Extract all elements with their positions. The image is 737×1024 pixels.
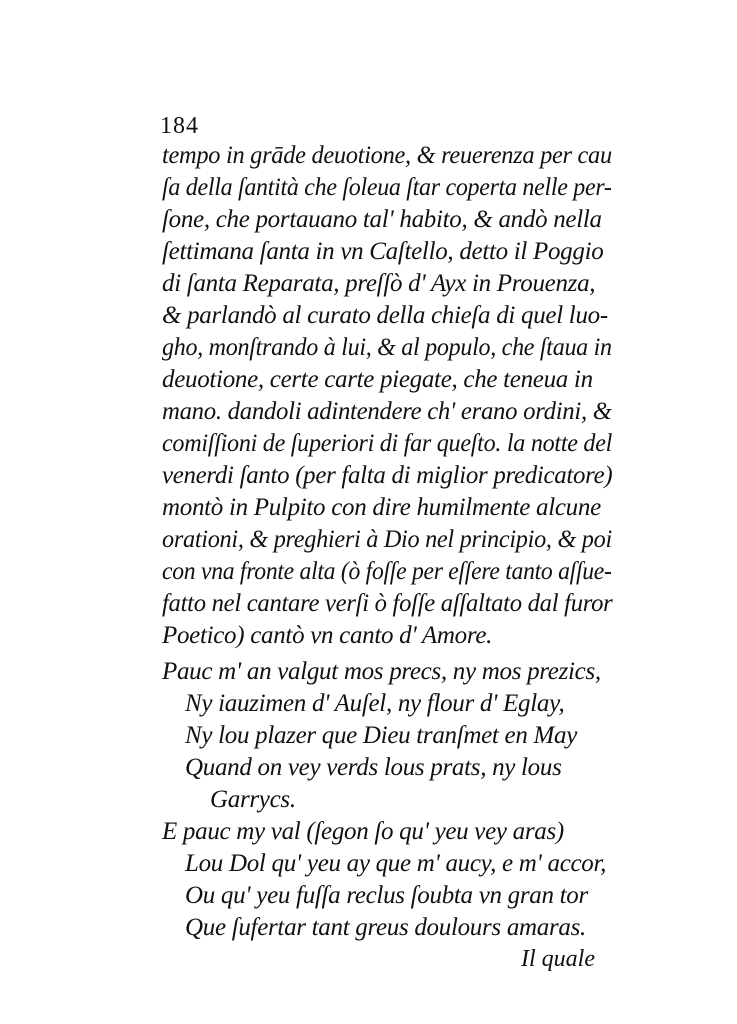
prose-line: deuotione, certe carte piegate, che teneua in [162, 366, 593, 393]
verse-line: Quand on vey verds lous prats, ny lous [185, 754, 562, 781]
prose-line: ſettimana ſanta in vn Caſtello, detto il Poggio [162, 238, 604, 265]
verse-line: Ny iauzimen d' Auſel, ny flour d' Eglay, [185, 690, 565, 717]
prose-line: ſone, che portauano tal' habito, & andò nella [162, 206, 602, 233]
prose-line: tempo in grāde deuotione, & reuerenza per cau [162, 142, 612, 169]
prose-line: gho, monſtrando à lui, & al populo, che ſtaua in [162, 334, 612, 361]
verse-line: Ou qu' yeu fuſſa reclus ſoubta vn gran tor [185, 882, 588, 909]
verse-line: Que ſufertar tant greus doulours amaras. [185, 914, 586, 941]
verse-line: Pauc m' an valgut mos precs, ny mos prezics, [162, 658, 601, 685]
catchword: Il quale [521, 946, 595, 972]
page-number: 184 [160, 113, 199, 139]
verse-line: E pauc my val (ſegon ſo qu' yeu vey aras) [162, 818, 564, 845]
prose-line: fatto nel cantare verſi ò foſſe aſſaltato dal furor [162, 590, 613, 617]
prose-line: con vna fronte alta (ò foſſe per eſſere tanto aſſue- [162, 558, 612, 585]
prose-line: montò in Pulpito con dire humilmente alcune [162, 494, 601, 521]
prose-line: ſa della ſantità che ſoleua ſtar coperta nelle per- [162, 174, 612, 201]
verse-line: Garrycs. [210, 786, 296, 813]
prose-line: orationi, & preghieri à Dio nel principio, & poi [162, 526, 612, 553]
verse-line: Lou Dol qu' yeu ay que m' aucy, e m' accor, [185, 850, 607, 877]
prose-line: & parlandò al curato della chieſa di quel luo- [162, 302, 608, 329]
prose-line: Poetico) cantò vn canto d' Amore. [162, 622, 493, 649]
prose-line: comiſſioni de ſuperiori di far queſto. la notte del [162, 430, 613, 457]
prose-line: di ſanta Reparata, preſſò d' Ayx in Prouenza, [162, 270, 596, 297]
prose-line: venerdi ſanto (per falta di miglior predicatore) [162, 462, 613, 489]
verse-line: Ny lou plazer que Dieu tranſmet en May [185, 722, 577, 749]
prose-line: mano. dandoli adintendere ch' erano ordini, & [162, 398, 612, 425]
